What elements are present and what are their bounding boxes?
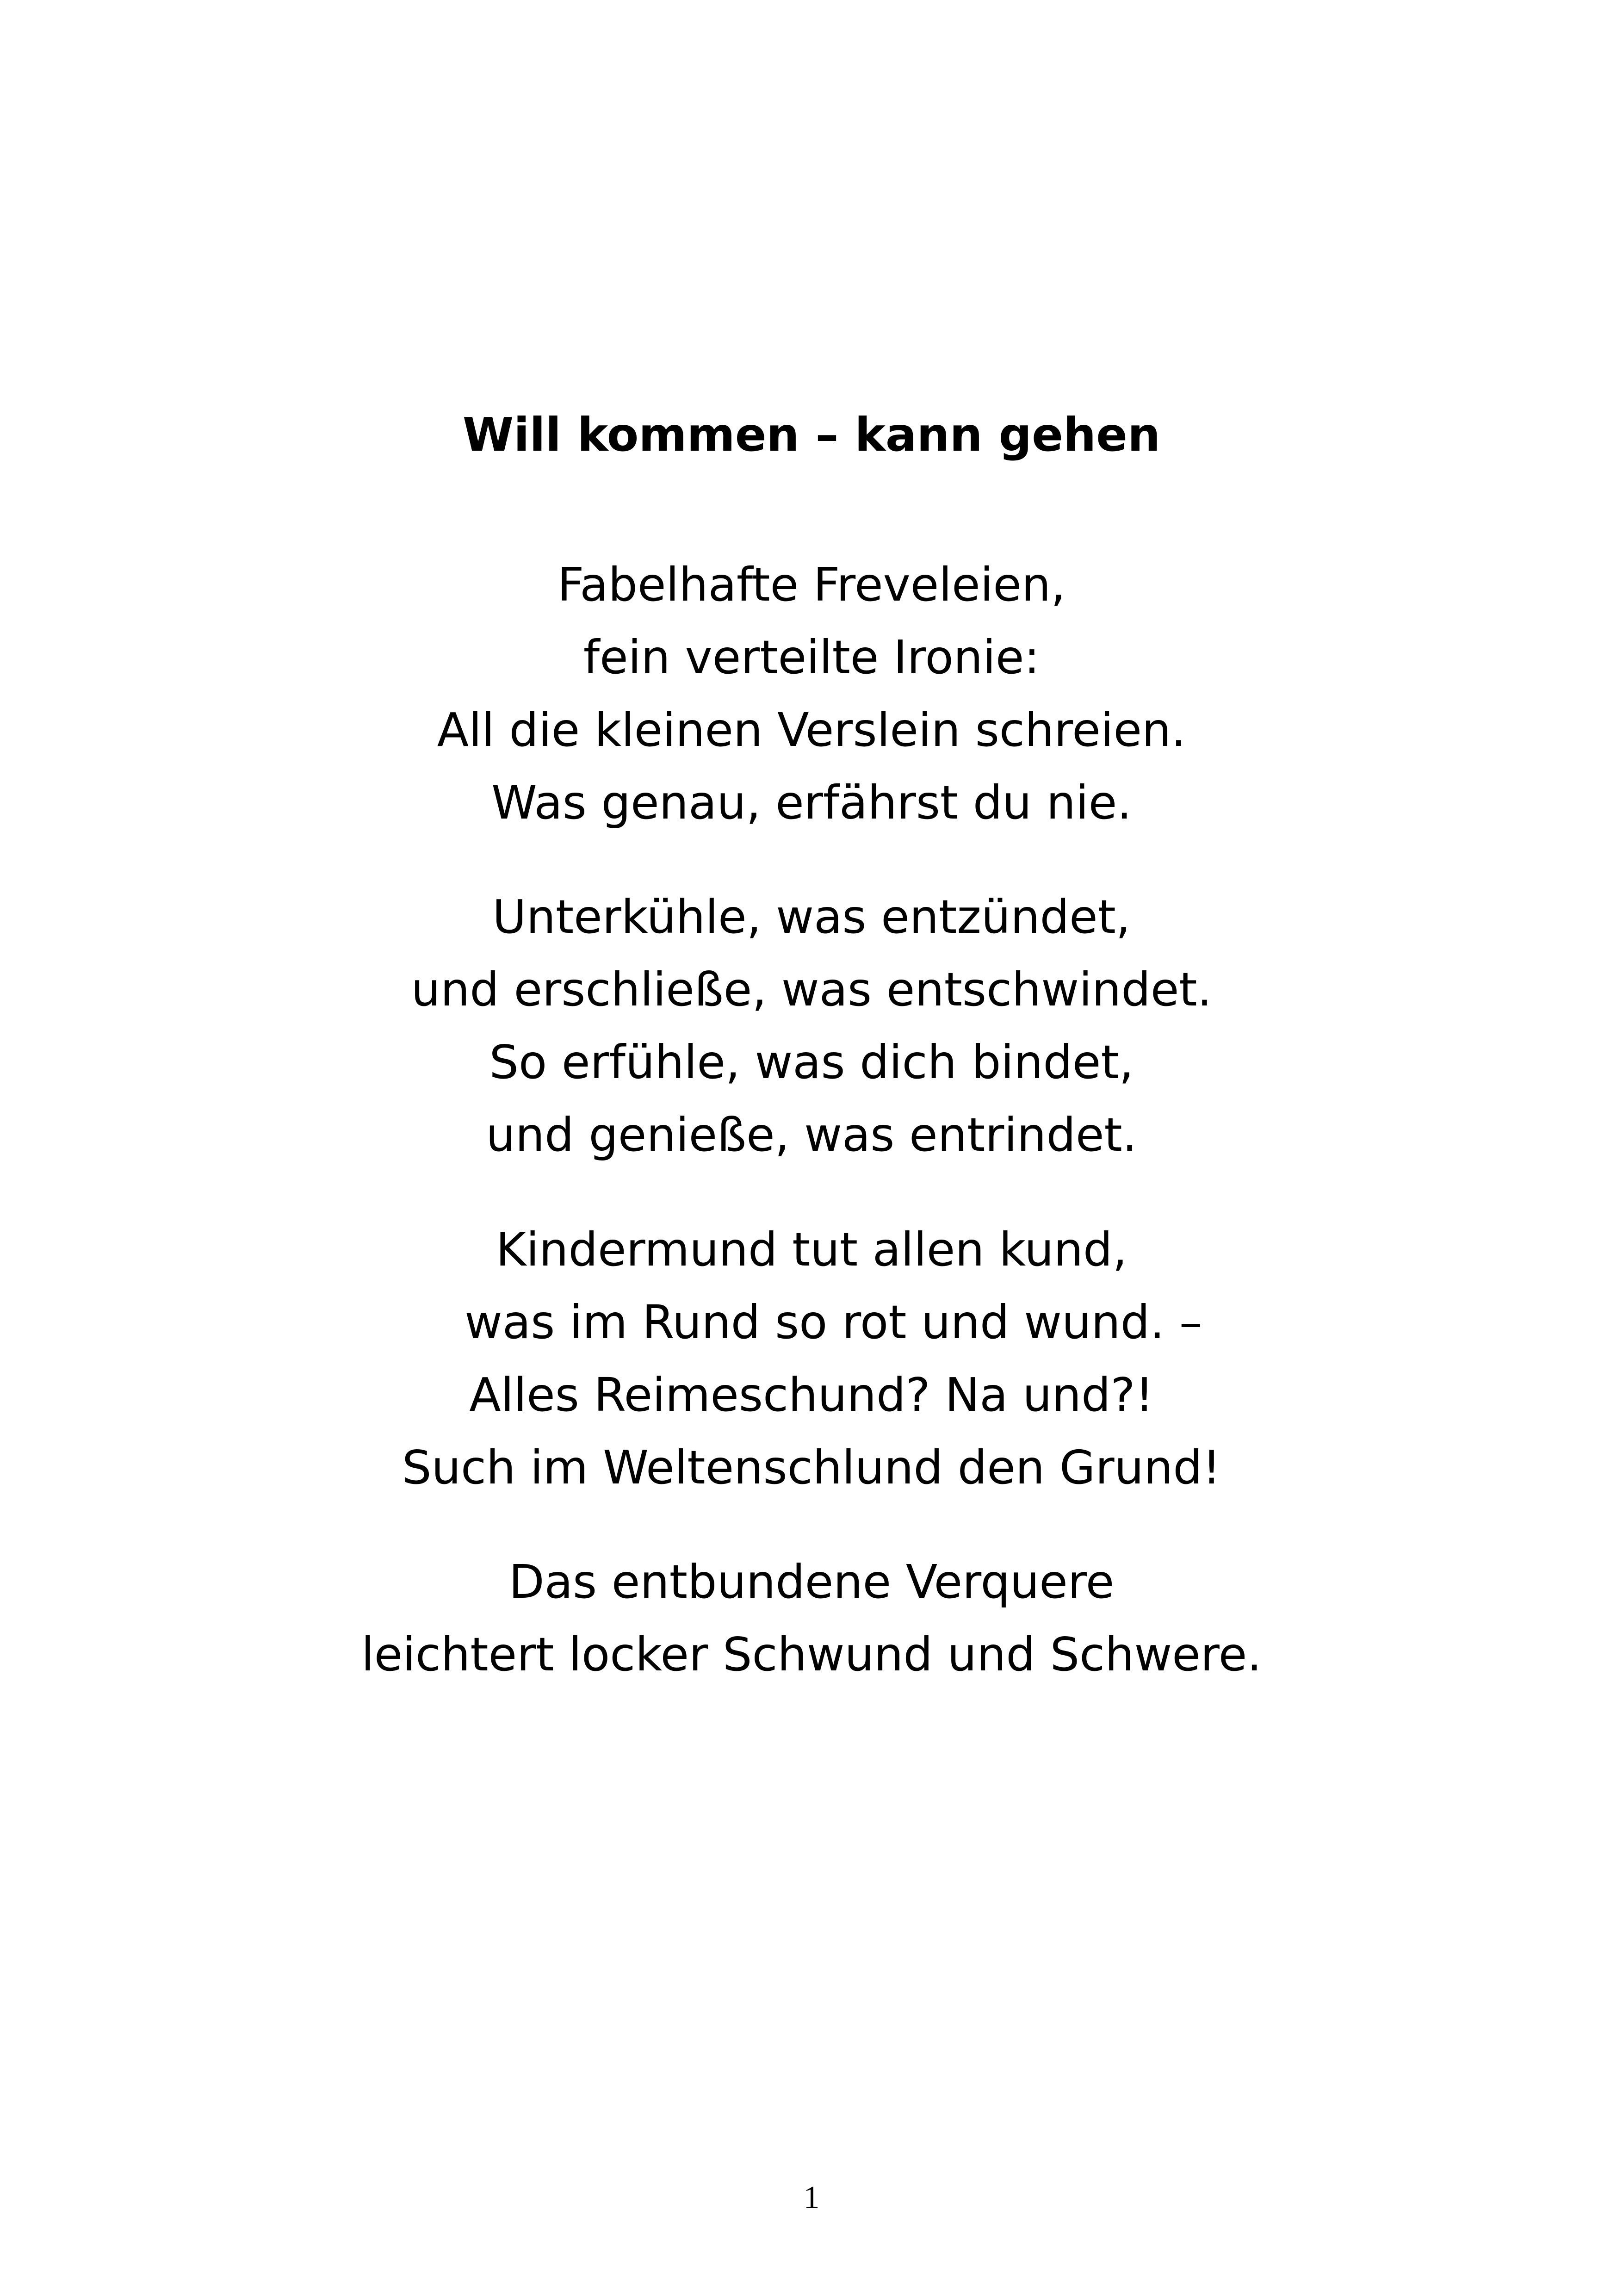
poem-line: und erschließe, was entschwindet. xyxy=(411,962,1212,1017)
stanza-2 xyxy=(0,881,1623,1171)
poem-line: was im Rund so rot und wund. – xyxy=(465,1295,1202,1349)
poem-line: Fabelhafte Freveleien, xyxy=(557,558,1066,612)
poem-line: Das entbundene Verquere xyxy=(508,1555,1115,1609)
poem-line: Unterkühle, was entzündet, xyxy=(492,890,1131,944)
poem-line: und genieße, was entrindet. xyxy=(486,1108,1137,1162)
poem-title: Will kommen – kann gehen xyxy=(462,408,1161,462)
poem-line: Alles Reimeschund? Na und?! xyxy=(469,1368,1154,1422)
poem-line: So erfühle, was dich bindet, xyxy=(489,1035,1134,1089)
poem-line: leichtert locker Schwund und Schwere. xyxy=(361,1627,1262,1682)
stanza-1 xyxy=(0,548,1623,839)
page-number: 1 xyxy=(803,2180,820,2215)
stanza-3 xyxy=(0,1213,1623,1504)
poem-line: Kindermund tut allen kund, xyxy=(496,1222,1127,1277)
poem-line: Such im Weltenschlund den Grund! xyxy=(402,1440,1221,1495)
poem-line: fein verteilte Ironie: xyxy=(583,630,1040,684)
poem-line: All die kleinen Verslein schreien. xyxy=(437,703,1186,757)
poem-line: Was genau, erfährst du nie. xyxy=(491,776,1132,830)
stanza-4 xyxy=(0,1545,1623,1691)
